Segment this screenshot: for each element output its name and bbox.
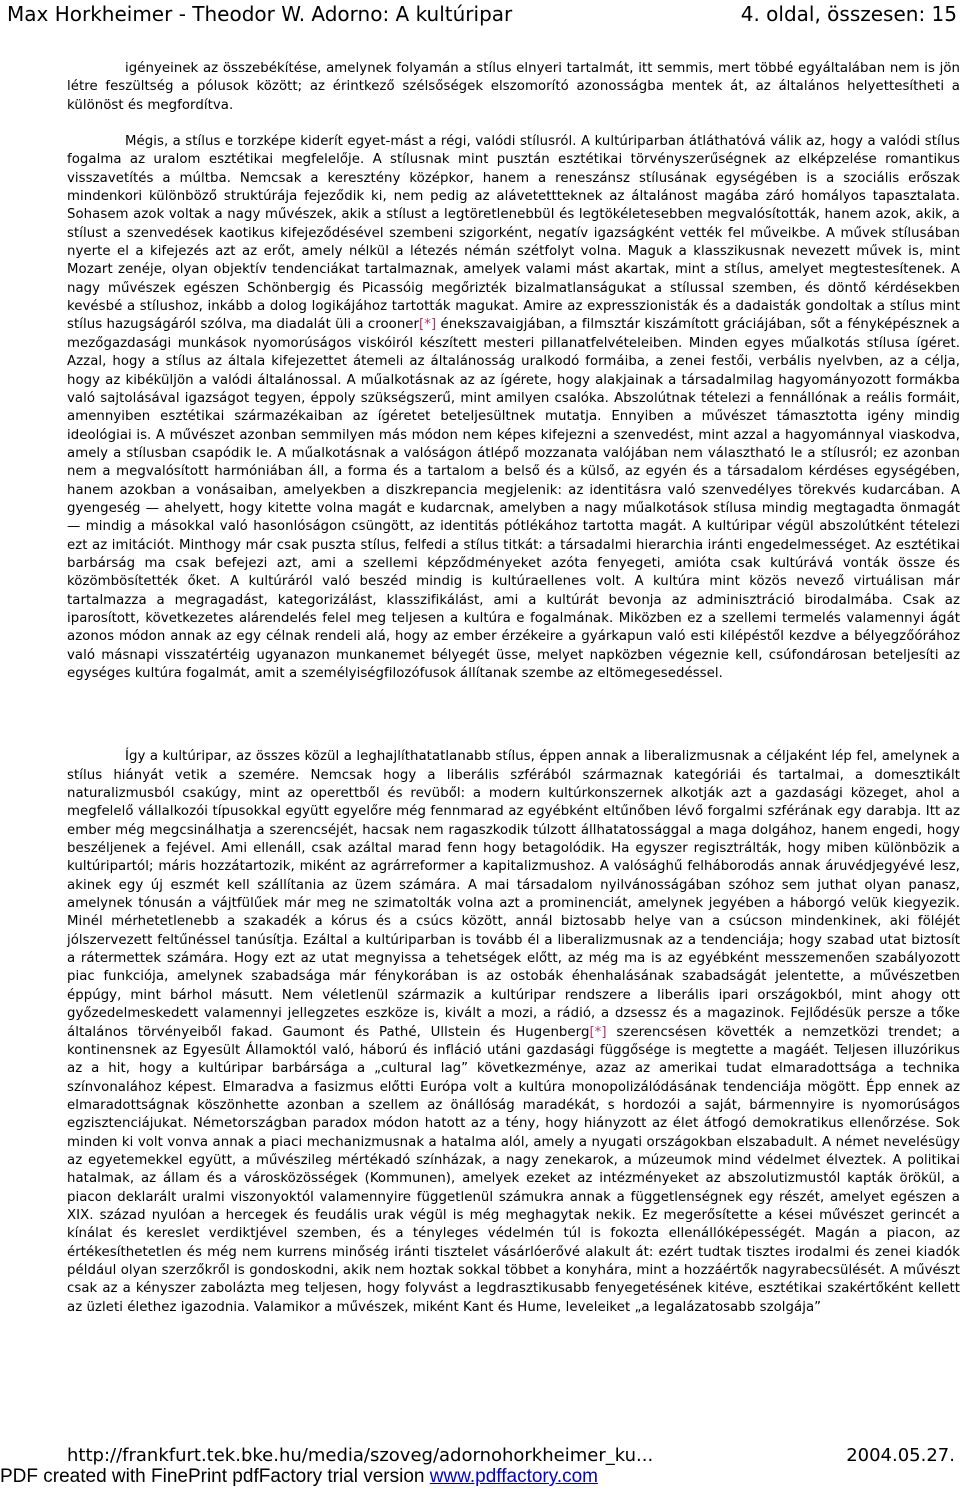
- pdf-watermark: [0, 1466, 960, 1488]
- paragraph-text: igényeinek az összebékítése, amelynek folyamán a stílus elnyeri tartalmát, itt semmis, mert többé egyáltalában nem is jön létre feszültség a pólusok között; az érintkező szélsőségek elszomorító azonosságba mentek át, az általános helyettesítheti a különöst és megfordítva.: [67, 61, 960, 113]
- footnote-link[interactable]: [*]: [419, 317, 437, 333]
- paragraph-spacer: [67, 115, 960, 133]
- paragraph-1: [67, 60, 960, 115]
- section-spacer: [67, 683, 960, 748]
- pdffactory-link[interactable]: www.pdffactory.com: [429, 1466, 599, 1487]
- document-title: Max Horkheimer - Theodor W. Adorno: A kultúripar: [7, 2, 513, 26]
- paragraph-3: [67, 748, 960, 1317]
- footnote-link[interactable]: [*]: [589, 1024, 607, 1040]
- paragraph-text-continued: szerencsésen követték a nemzetközi trendet; a kontinensnek az Egyesült Államoktól való, háború és infláció utáni gazdasági függősége is megtette a magáét. Teljesen illuzórikus az a hit, hogy a kultúripar barbársága a „cultural lag” következménye, azaz az amerikai tudat elmaradottsága a technika színvonalához képest. Elmaradva a fasizmus előtti Európa volt a kultúra monopolizálódásának tendenciája mögött. Épp ennek az elmaradottságnak köszönhette azonban a szellem az önállóság maradékát, s hordozói a saját, bármennyire is nyomorúságos egzisztenciájukat. Németországban paradox módon hatott az a tény, hogy hiányzott az élet átfogó demokratikus ellenőrzése. Sok minden ki volt vonva annak a piaci mechanizmusnak a hatalma alól, amely a nyugati országokban elszabadult. A német nevelésügy az egyetemekkel együtt, a művészileg mértékadó színházak, a nagy zenekarok, a múzeumok mind védelmet élveztek. A politikai hatalmak, az állam és a városközösségek (Kommunen), amelyek ezeket az intézményeket az abszolutizmustól kapták örökül, a piacon deklarált uralmi viszonyoktól valamennyire függetlenül számukra annak a függetlenségnek egy részét, amelyet egészen a XIX. század nyulóan a hercegek és feudális urak végül is még meghagytak nekik. Ez megerősítette a kései művészet gerincét a kínálat és kereslet verdiktjével szemben, és a tényleges védelmén túl is fokozta ellenállóképességét. Magán a piacon, az értékesíthetetlen és még nem kurrens minőség iránti tisztelet vásárlóerővé alakult át: ezért tudtak tisztes irodalmi és zenei kiadók például olyan szerzőkről is gondoskodni, akik nem hoztak sokkal többet a konyhára, mint a hozzáértők nagyrabecsülését. A művészt csak az a kényszer zabolázta meg teljesen, hogy folyvást a legdrasztikusabb fenyegetésének kitéve, esztétikai szakértőként kellett az üzleti élethez igazodnia. Valamikor a művészek, miként Kant és Hume, leveleiket „a legalázatosabb szolgája”: [67, 1024, 960, 1315]
- page-header: [0, 2, 960, 34]
- paragraph-2: [67, 133, 960, 683]
- paragraph-text: Mégis, a stílus e torzképe kiderít egyet-mást a régi, valódi stílusról. A kultúriparban átláthatóvá válik az, hogy a valódi stílus fogalma az uralom esztétikai megfelelője. A stílusnak mint pusztán esztétikai törvényszerűségnek az elképzelése romantikus visszavetítés a múltba. Nemcsak a keresztény középkor, hanem a reneszánsz stílusának egységében is a szociális erőszak mindenkori különböző struktúrája fejeződik ki, nem pedig az alávetettteknek az általánost magába záró homályos tapasztalata. Sohasem azok voltak a nagy művészek, akik a stílust a legtöretlenebbül és legtökéletesebben megvalósították, hanem azok, akik, a stílust a szenvedések kaotikus kifejeződésével szembeni szigorként, negatív igazságként vették fel műveikbe. A művek stílusában nyerte el a kifejezés azt az erőt, amely nélkül a létezés némán szétfolyt volna. Maguk a klasszikusnak nevezett művek is, mint Mozart zenéje, olyan objektív tendenciákat tartalmaznak, amelyek valami mást akartak, mint a stílus, amelyet megtestesítenek. A nagy művészek egészen Schönbergig és Picassóig megőrizték bizalmatlanságukat a stílussal szemben, és döntő kérdésekben kevésbé a stílushoz, inkább a dolog logikájához tartották magukat. Amire az expresszionisták és a dadaisták gondoltak a stílus mint stílus hazugságáról szólva, ma diadalát üli a crooner: [67, 134, 960, 333]
- document-body: [67, 60, 960, 1317]
- paragraph-text-continued: énekszavaigjában, a filmsztár kiszámított gráciájában, sőt a fényképésznek a mezőgazdasági munkások nyomorúságos viskóiról készített mesteri pillanatfelvételeiben. Minden egyes műalkotás stílusa ígéret. Azzal, hogy a stílus az általa kifejezettet átemeli az általánosság uralkodó formáiba, a zenei festői, verbális nyelvben, az a célja, hogy az kibéküljön a valódi általánossal. A műalkotásnak az az ígérete, hogy alakjainak a társadalmilag hagyományozott formákba való sajtolásával igazságot tegyen, éppoly szükségszerű, mint amilyen csalóka. Abszolútnak tételezi a fennállónak a reális formáit, amennyiben esztétikai származékaiban az ígéretet beteljesültnek mutatja. Ennyiben a művészet támasztotta igény mindig ideológiai is. A művészet azonban semmilyen más módon nem képes kifejezni a szenvedést, mint azzal a hagyománnyal viaskodva, amely a stílusban csapódik le. A műalkotásnak a valóságon átlépő mozzanata valójában nem választható le a stílusról; ez azonban nem a megvalósított harmóniában áll, a forma és a tartalom a belső és a külső, az egyén és a társadalom kérdéses egységében, hanem azokban a vonásaiban, amelyekben a diszkrepancia megjelenik: az identitásra való szenvedélyes törekvés kudarcában. A gyengeség — ahelyett, hogy kitette volna magát e kudarcnak, amelyben a nagy műalkotások stílusa mindig megtagadta önmagát — mindig a másokkal való hasonlóságon csüngött, az identitás pótlékához tartotta magát. A kultúripar végül abszolútként tételezi ezt az imitációt. Minthogy már csak puszta stílus, felfedi a stílus titkát: a társadalmi hierarchia iránti engedelmességet. Az esztétikai barbárság ma csak befejezi azt, ami a szellemi képződményeket azóta fenyegeti, amióta csak kultúrává vonták össze és közömbösítették őket. A kultúráról való beszéd mindig is kultúraellenes volt. A kultúra mint közös nevező virtuálisan már tartalmazza a megragadást, kategorizálást, klasszifikálást, ami a kultúrát bevonja az adminisztráció birodalmába. Csak az iparosított, következetes alárendelés felel meg teljesen a kultúra e fogalmának. Miközben ez a szellemi termelés valamennyi ágát azonos módon annak az egy célnak rendeli alá, hogy az ember érzékeire a gyárkapun való esti kilépéstől kezdve a bélyegzőórához való másnapi visszatértéig ugyanazon munkanemet bélyegét üsse, melyet napközben végeznie kell, csúfondárosan beteljesíti az egységes kultúra fogalmát, amit a személyiségfilozófusok állítanak szembe az eltömegesedéssel.: [67, 317, 960, 681]
- pdf-watermark-text: PDF created with FinePrint pdfFactory trial version: [0, 1466, 430, 1487]
- page-indicator: 4. oldal, összesen: 15: [740, 2, 957, 26]
- paragraph-text: Így a kultúripar, az összes közül a leghajlíthatatlanabb stílus, éppen annak a liberalizmusnak a céljaként lép fel, amelynek a stílus hiányát vetik a szemére. Nemcsak hogy a liberális szférából származnak kategóriái és tartalmai, a domesztikált naturalizmusból csakúgy, mint az operettből és revüből: a modern kultúrkonszernek alkotják azt a gazdasági közeget, ahol a megfelelő vállalkozói típusokkal együtt egyelőre még fennmarad az egyébként eltűnőben lévő forgalmi szférának egy darabja. Itt az ember még megcsinálhatja a szerencséjét, hacsak nem ragaszkodik túlzott állhatatossággal a maga dolgához, hanem engedi, hogy beszéljenek a fejével. Ami ellenáll, csak azáltal marad fenn hogy betagolódik. Ha egyszer regisztrálták, hogy miben különbözik a kultúripartól; máris hozzátartozik, miként az agrárreformer a kapitalizmushoz. A valósághű felháborodás annak áruvédjegyévé lesz, akinek egy új eszmét kell szállítania az üzem számára. A mai társadalom nyilvánosságában szóhoz sem juthat olyan panasz, amelynek tónusán a vájtfülűek már meg ne szimatolták volna azt a prominenciát, amelynek jegyében a háborgó velük kiegyezik. Minél mérhetetlenebb a szakadék a kórus és a csúcs között, annál biztosabb helye van a csúcson mindenkinek, aki föléjét jólszervezett feltűnéssel tanúsítja. Ezáltal a kultúriparban is tovább él a liberalizmusnak az a tendenciája; hogy szabad utat biztosít a rátermettek számára. Hogy ezt az utat megnyissa a tehetségek előtt, az még ma is az egyébként messzemenően szabályozott piac funkciója, amelynek szabadsága már fénykorában is az ostobák éhenhalásának szabadságát jelentette, a művészetben éppúgy, mint bárhol másutt. Nem véletlenül származik a kultúripar rendszere a liberális ipari országokból, mint ahogy ott győzedelmeskedett valamennyi jellegzetes eszköze is, kivált a mozi, a rádió, a dzsessz és a magazinok. Fejlődésük persze a tőke általános törvényeiből fakad. Gaumont és Pathé, Ullstein és Hugenberg: [67, 749, 960, 1040]
- source-url: http://frankfurt.tek.bke.hu/media/szoveg/adornohorkheimer_ku...: [67, 1445, 654, 1466]
- print-date: 2004.05.27.: [846, 1445, 955, 1466]
